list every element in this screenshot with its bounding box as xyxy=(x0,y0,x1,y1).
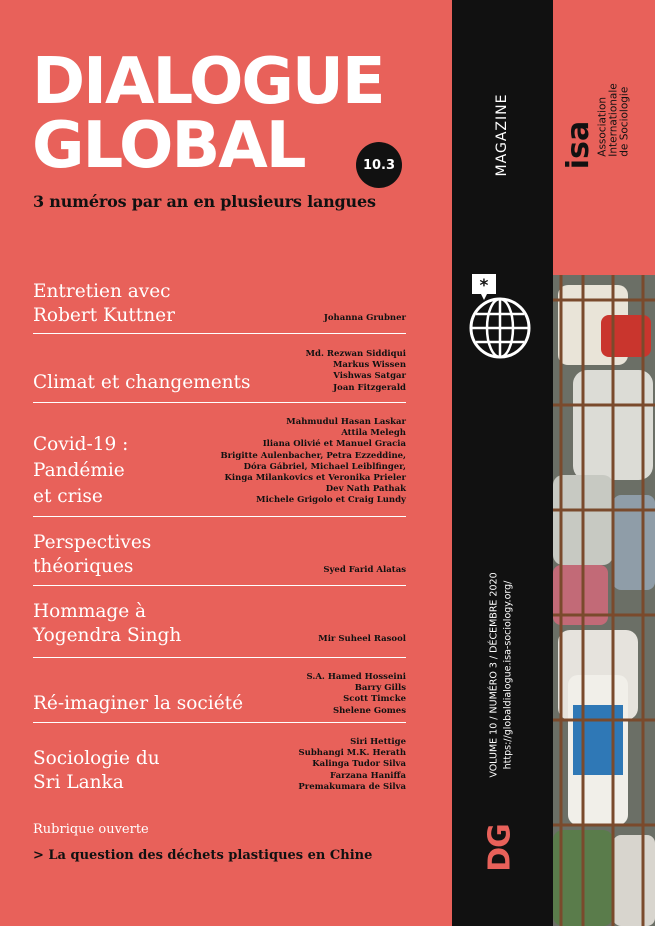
section-heading: Hommage à xyxy=(33,601,147,622)
section-heading: Pandémie xyxy=(33,460,125,481)
section-heading: Entretien avec xyxy=(33,281,171,302)
section-covid xyxy=(33,413,406,509)
section-theory xyxy=(33,531,406,581)
section-heading: théoriques xyxy=(33,556,134,577)
section-sri-lanka xyxy=(33,733,406,797)
divider xyxy=(33,402,406,403)
volume-info xyxy=(452,560,553,790)
divider xyxy=(33,333,406,334)
title-line-2: GLOBAL xyxy=(32,109,305,183)
section-reimagine xyxy=(33,670,406,720)
website-url: https://globaldialogue.isa-sociology.org/ xyxy=(502,580,514,770)
section-authors: Johanna Grubner xyxy=(323,313,406,323)
section-heading: Robert Kuttner xyxy=(33,305,175,326)
svg-text:isa: isa xyxy=(561,120,596,170)
divider xyxy=(33,722,406,723)
section-tribute xyxy=(33,600,406,650)
section-authors: Mahmudul Hasan Laskar Attila Melegh Iliana Olivié et Manuel Gracia Brigitte Aulenbacher, Petra Ezzeddine, Dóra Gábriel, Michael Leiblfinger, Kinga Milankovics et Veronika Prieler Dev Nath Pathak Michele Grigolo et Craig Lundy xyxy=(220,417,406,506)
section-heading: Ré-imaginer la société xyxy=(33,693,244,714)
subtitle: 3 numéros par an en plusieurs langues xyxy=(33,192,376,211)
section-authors: Siri Hettige Subhangi M.K. Herath Kalinga Tudor Silva Farzana Haniffa Premakumara de Silva xyxy=(298,737,406,792)
section-authors: S.A. Hamed Hosseini Barry Gills Scott Timcke Shelene Gomes xyxy=(306,672,406,716)
magazine-label: MAGAZINE xyxy=(494,93,510,177)
title-line-1: DIALOGUE xyxy=(32,45,384,119)
isa-name: Association Internationale de Sociologie xyxy=(596,83,631,157)
section-heading: Sociologie du xyxy=(33,748,160,769)
section-heading: Covid-19 : xyxy=(33,434,129,455)
section-heading: et crise xyxy=(33,486,103,507)
section-interview xyxy=(33,280,406,330)
issue-badge: 10.3 xyxy=(356,142,402,188)
section-climate xyxy=(33,347,406,397)
plastic-waste-photo xyxy=(553,275,655,926)
section-authors: Md. Rezwan Siddiqui Markus Wissen Vishwas Satgar Joan Fitzgerald xyxy=(305,349,406,393)
section-heading: Climat et changements xyxy=(33,372,251,393)
open-section-label: Rubrique ouverte xyxy=(33,822,149,837)
volume-text: VOLUME 10 / NUMÉRO 3 / DÉCEMBRE 2020 xyxy=(488,572,500,778)
section-authors: Mir Suheel Rasool xyxy=(318,634,406,644)
section-authors: Syed Farid Alatas xyxy=(323,565,406,575)
divider xyxy=(33,585,406,586)
section-heading: Yogendra Singh xyxy=(33,625,182,646)
divider xyxy=(33,516,406,517)
dg-logo: DG xyxy=(482,824,518,872)
globe-speech-icon xyxy=(468,270,536,362)
divider xyxy=(33,657,406,658)
section-heading: Perspectives xyxy=(33,532,152,553)
section-heading: Sri Lanka xyxy=(33,772,124,793)
svg-text:*: * xyxy=(479,276,489,296)
open-section-item: > La question des déchets plastiques en Chine xyxy=(33,848,373,863)
